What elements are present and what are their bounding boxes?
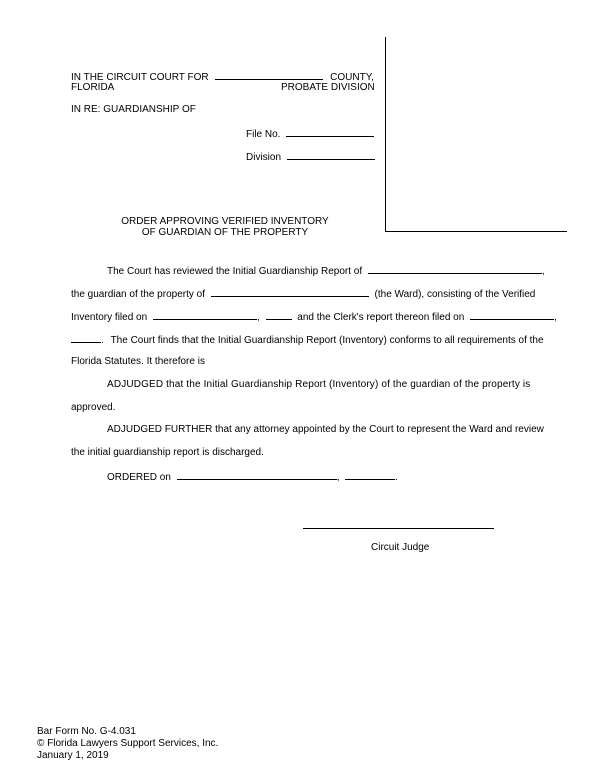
ordered-date-blank[interactable] bbox=[177, 470, 337, 480]
division-blank[interactable] bbox=[287, 150, 375, 160]
body-line-3: Inventory filed on , and the Clerk's report thereon filed on , bbox=[71, 312, 557, 323]
division-label: Division bbox=[246, 152, 282, 163]
adjudged-further-line-1: ADJUDGED FURTHER that any attorney appointed by the Court to represent the Ward and review bbox=[107, 424, 544, 435]
adjudged-line-2: approved. bbox=[71, 402, 116, 413]
ward-name-blank[interactable] bbox=[211, 287, 369, 297]
title-line-2: OF GUARDIAN OF THE PROPERTY bbox=[141, 227, 309, 238]
state-label: FLORIDA bbox=[71, 82, 115, 93]
copyright: © Florida Lawyers Support Services, Inc. bbox=[37, 738, 219, 749]
court-prefix: IN THE CIRCUIT COURT FOR bbox=[71, 72, 209, 83]
file-no-blank[interactable] bbox=[286, 127, 374, 137]
body-text: and the Clerk's report thereon filed on bbox=[297, 312, 465, 323]
in-re-label: IN RE: GUARDIANSHIP OF bbox=[71, 104, 196, 115]
margin-horizontal-line bbox=[385, 231, 567, 232]
file-no-label: File No. bbox=[246, 129, 281, 140]
title-line-1: ORDER APPROVING VERIFIED INVENTORY bbox=[121, 216, 329, 227]
county-label: COUNTY, bbox=[330, 72, 374, 83]
adjudged-further-line-2: the initial guardianship report is discharged. bbox=[71, 447, 264, 458]
clerk-report-year-blank[interactable] bbox=[71, 333, 101, 343]
adjudged-line-1: ADJUDGED that the Initial Guardianship Report (Inventory) of the guardian of the property is bbox=[107, 379, 531, 390]
body-text: the guardian of the property of bbox=[71, 289, 205, 300]
county-blank[interactable] bbox=[215, 70, 323, 80]
body-text: The Court finds that the Initial Guardianship Report (Inventory) conforms to all requirements of the bbox=[110, 335, 544, 346]
ordered-year-blank[interactable] bbox=[345, 470, 395, 480]
ordered-on-label: ORDERED on bbox=[107, 472, 171, 483]
body-text: (the Ward), consisting of the Verified bbox=[374, 289, 536, 300]
guardian-name-blank[interactable] bbox=[368, 264, 542, 274]
signature-line[interactable] bbox=[303, 528, 494, 529]
body-line-1: The Court has reviewed the Initial Guardianship Report of , bbox=[107, 266, 545, 277]
margin-vertical-line bbox=[385, 37, 386, 231]
body-line-2 bbox=[71, 287, 535, 300]
file-no-line bbox=[246, 127, 374, 140]
division-line bbox=[246, 150, 375, 163]
clerk-report-date-blank[interactable] bbox=[470, 310, 554, 320]
body-line-4: . The Court finds that the Initial Guardianship Report (Inventory) conforms to all requirements of the bbox=[71, 333, 544, 346]
body-text: Inventory filed on bbox=[71, 312, 148, 323]
ordered-on-line: ORDERED on , . bbox=[107, 472, 399, 483]
form-number: Bar Form No. G-4.031 bbox=[37, 726, 136, 737]
body-line-5: Florida Statutes. It therefore is bbox=[71, 356, 205, 367]
division-name: PROBATE DIVISION bbox=[281, 82, 375, 93]
form-date: January 1, 2019 bbox=[37, 750, 109, 761]
inventory-filed-date-blank[interactable] bbox=[153, 310, 257, 320]
inventory-filed-year-blank[interactable] bbox=[266, 310, 292, 320]
body-text: The Court has reviewed the Initial Guardianship Report of bbox=[107, 266, 363, 277]
signature-label: Circuit Judge bbox=[371, 542, 430, 553]
